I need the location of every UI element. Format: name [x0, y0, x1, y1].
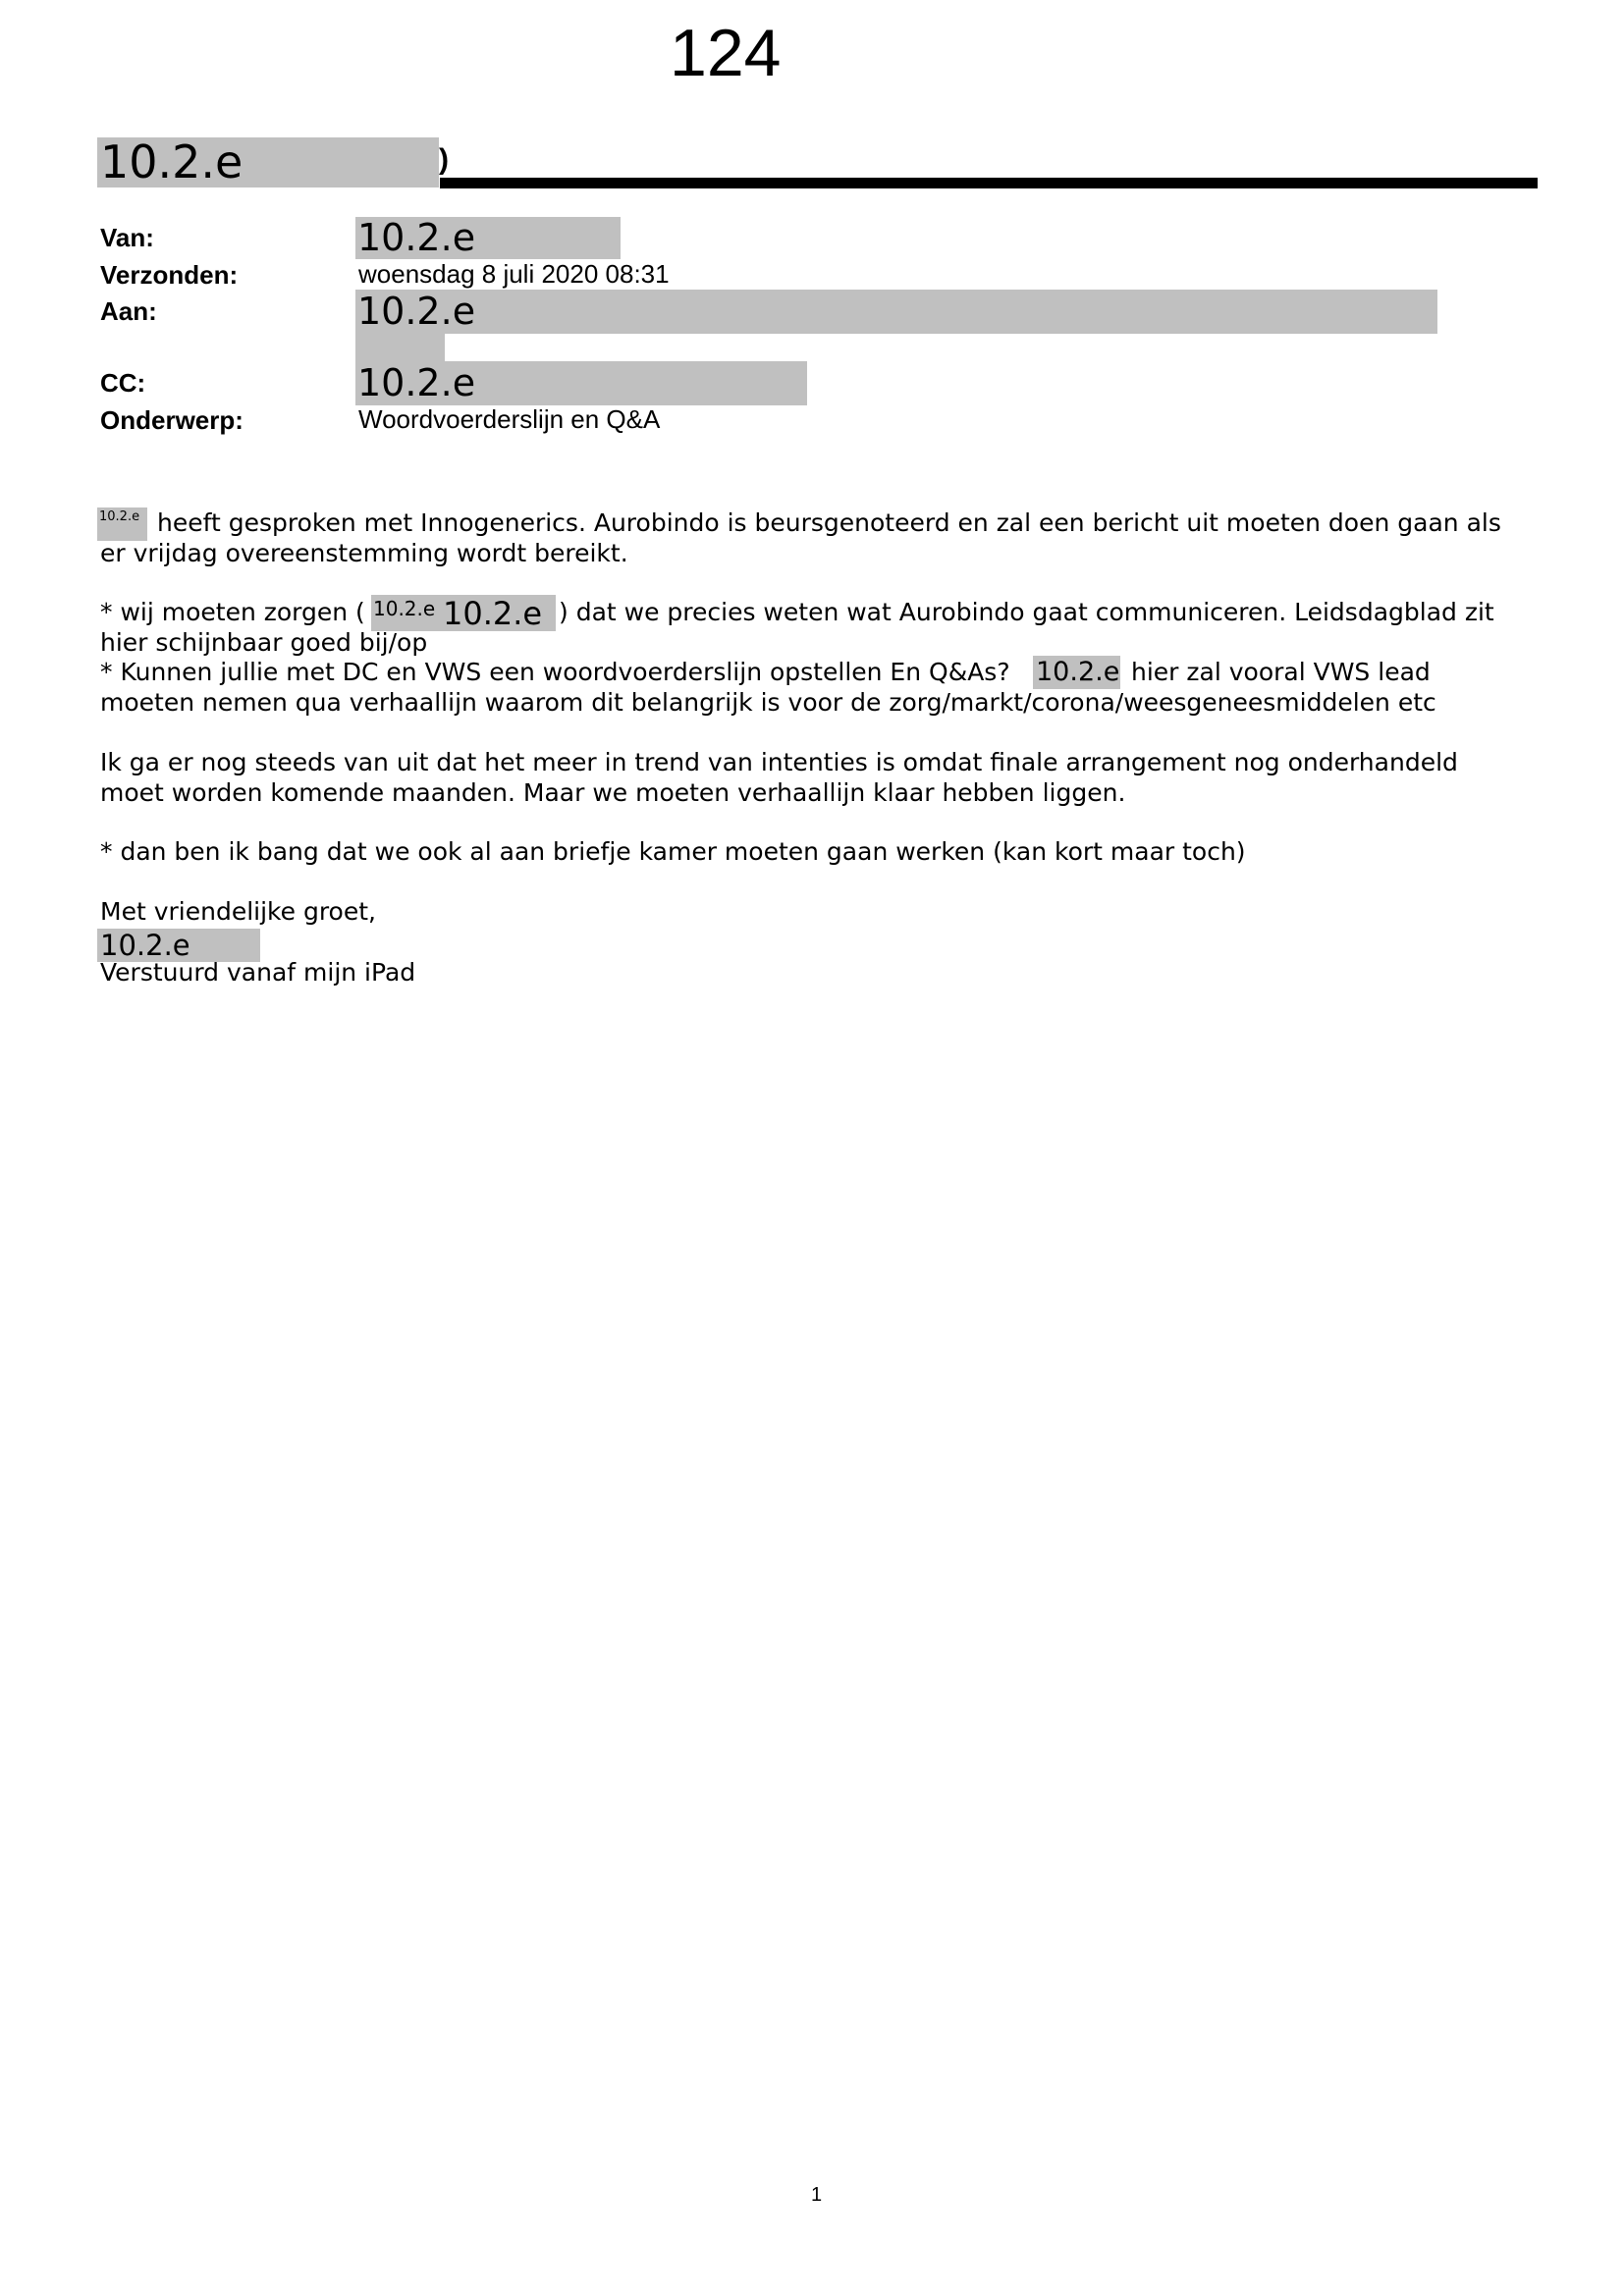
verzonden-value: woensdag 8 juli 2020 08:31	[358, 259, 670, 289]
header-redaction: 10.2.e	[97, 137, 439, 187]
body-redaction-zorgen-text: 10.2.e	[443, 595, 543, 631]
onderwerp-value: Woordvoerderslijn en Q&A	[358, 404, 661, 434]
document-number: 124	[670, 16, 782, 90]
aan-redaction: 10.2.e	[355, 290, 1437, 334]
sent-from-line: Verstuurd vanaf mijn iPad	[100, 958, 416, 987]
body-p3-line1-end: hier zal vooral VWS lead	[1131, 658, 1431, 686]
body-p2-line1-start: * wij moeten zorgen (	[100, 598, 365, 626]
page-number: 1	[811, 2184, 823, 2206]
aan-redaction-continuation	[355, 334, 445, 361]
body-p2-line1-end: ) dat we precies weten wat Aurobindo gaat communiceren. Leidsdagblad zit	[559, 598, 1494, 626]
signature-redaction: 10.2.e	[97, 929, 260, 962]
body-p3-line2: moeten nemen qua verhaallijn waarom dit belangrijk is voor de zorg/markt/corona/weesgeneesmiddelen etc	[100, 688, 1436, 717]
body-redaction-zorgen	[371, 595, 556, 631]
body-p5-line1: * dan ben ik bang dat we ook al aan briefje kamer moeten gaan werken (kan kort maar toch)	[100, 837, 1246, 866]
body-p1-line1: heeft gesproken met Innogenerics. Aurobindo is beursgenoteerd en zal een bericht uit moeten doen gaan als	[157, 508, 1501, 537]
onderwerp-label: Onderwerp:	[100, 405, 244, 435]
body-p3-line1-start: * Kunnen jullie met DC en VWS een woordvoerderslijn opstellen En Q&As?	[100, 658, 1010, 686]
body-redaction-small: 10.2.e	[97, 507, 147, 541]
body-p1-line2: er vrijdag overeenstemming wordt bereikt.	[100, 539, 628, 567]
body-redaction-zorgen-small-text: 10.2.e	[373, 597, 436, 620]
body-p4-line2: moet worden komende maanden. Maar we moeten verhaallijn klaar hebben liggen.	[100, 778, 1126, 807]
cc-redaction: 10.2.e	[355, 361, 807, 405]
header-paren: )	[439, 143, 449, 176]
van-redaction: 10.2.e	[355, 217, 621, 259]
header-rule	[440, 178, 1538, 188]
verzonden-label: Verzonden:	[100, 260, 239, 290]
cc-label: CC:	[100, 368, 146, 398]
aan-label: Aan:	[100, 296, 157, 326]
body-redaction-qas: 10.2.e	[1033, 656, 1120, 689]
closing-greeting: Met vriendelijke groet,	[100, 897, 376, 926]
body-p4-line1: Ik ga er nog steeds van uit dat het meer in trend van intenties is omdat finale arrangement nog onderhandeld	[100, 748, 1458, 776]
van-label: Van:	[100, 223, 154, 252]
body-p2-line2: hier schijnbaar goed bij/op	[100, 628, 428, 657]
